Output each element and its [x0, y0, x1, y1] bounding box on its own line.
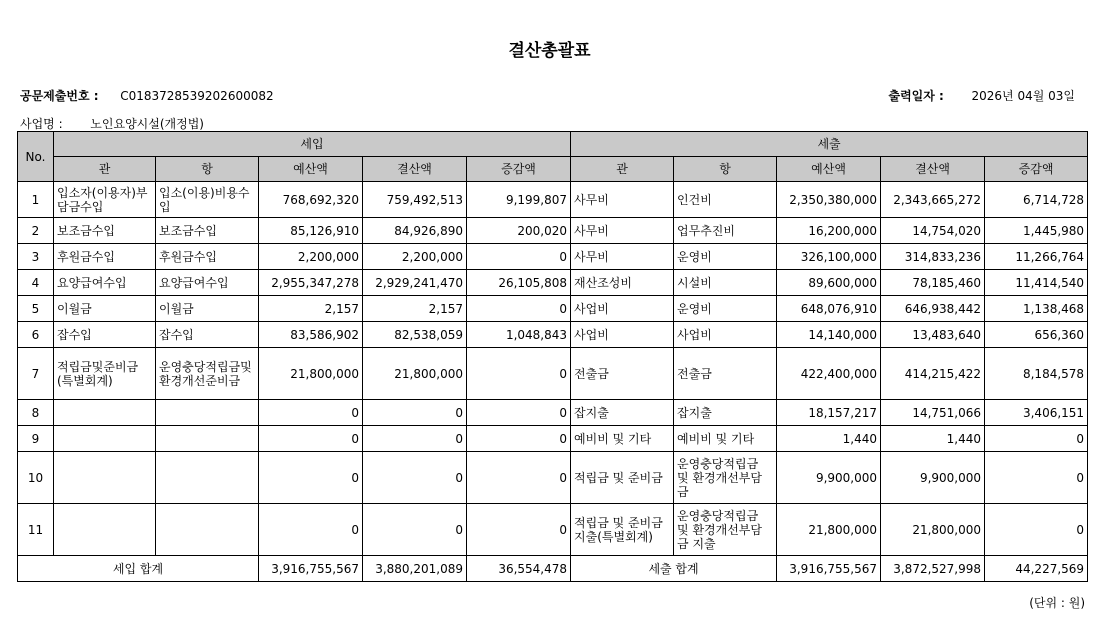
expense-settled-cell: 14,751,066: [881, 400, 985, 426]
doc-number-line: [20, 87, 274, 104]
income-budget-cell: 21,800,000: [259, 348, 363, 400]
income-hang-cell: 입소(이용)비용수입: [156, 182, 259, 218]
income-budget-cell: 0: [259, 400, 363, 426]
expense-hang-cell: 시설비: [674, 270, 777, 296]
income-budget-cell: 0: [259, 452, 363, 504]
expense-budget-cell: 2,350,380,000: [777, 182, 881, 218]
expense-total-label: 세출 합계: [571, 556, 777, 582]
print-date-line: [889, 87, 1076, 104]
header-income-budget: 예산액: [259, 157, 363, 182]
expense-gwan-cell: 사업비: [571, 296, 674, 322]
expense-total-diff: 44,227,569: [985, 556, 1088, 582]
income-settled-cell: 0: [363, 426, 467, 452]
expense-hang-cell: 전출금: [674, 348, 777, 400]
income-diff-cell: 0: [467, 244, 571, 270]
expense-budget-cell: 9,900,000: [777, 452, 881, 504]
income-diff-cell: 1,048,843: [467, 322, 571, 348]
expense-budget-cell: 648,076,910: [777, 296, 881, 322]
expense-settled-cell: 1,440: [881, 426, 985, 452]
expense-gwan-cell: 사무비: [571, 244, 674, 270]
income-diff-cell: 200,020: [467, 218, 571, 244]
expense-diff-cell: 0: [985, 452, 1088, 504]
doc-number-label: 공문제출번호 :: [20, 89, 99, 103]
income-diff-cell: 0: [467, 348, 571, 400]
expense-diff-cell: 3,406,151: [985, 400, 1088, 426]
expense-diff-cell: 1,138,468: [985, 296, 1088, 322]
income-settled-cell: 0: [363, 452, 467, 504]
income-gwan-cell: 이월금: [54, 296, 156, 322]
table-row: [18, 182, 1088, 218]
income-budget-cell: 83,586,902: [259, 322, 363, 348]
row-number-cell: 2: [18, 218, 54, 244]
row-number-cell: 5: [18, 296, 54, 322]
table-row: [18, 452, 1088, 504]
expense-gwan-cell: 사무비: [571, 218, 674, 244]
income-gwan-cell: 잡수입: [54, 322, 156, 348]
expense-diff-cell: 0: [985, 426, 1088, 452]
expense-hang-cell: 예비비 및 기타: [674, 426, 777, 452]
income-budget-cell: 2,955,347,278: [259, 270, 363, 296]
expense-gwan-cell: 사무비: [571, 182, 674, 218]
expense-hang-cell: 운영비: [674, 244, 777, 270]
header-expense-gwan: 관: [571, 157, 674, 182]
table-row: [18, 270, 1088, 296]
expense-settled-cell: 314,833,236: [881, 244, 985, 270]
expense-gwan-cell: 전출금: [571, 348, 674, 400]
income-hang-cell: 이월금: [156, 296, 259, 322]
row-number-cell: 1: [18, 182, 54, 218]
row-number-cell: 9: [18, 426, 54, 452]
expense-hang-cell: 운영비: [674, 296, 777, 322]
income-settled-cell: 84,926,890: [363, 218, 467, 244]
income-hang-cell: 후원금수입: [156, 244, 259, 270]
print-date-value: 2026년 04월 03일: [971, 89, 1075, 103]
expense-settled-cell: 78,185,460: [881, 270, 985, 296]
income-diff-cell: 9,199,807: [467, 182, 571, 218]
expense-diff-cell: 11,266,764: [985, 244, 1088, 270]
income-hang-cell: [156, 426, 259, 452]
income-gwan-cell: [54, 400, 156, 426]
expense-budget-cell: 14,140,000: [777, 322, 881, 348]
income-settled-cell: 82,538,059: [363, 322, 467, 348]
header-income-diff: 증감액: [467, 157, 571, 182]
income-settled-cell: 2,200,000: [363, 244, 467, 270]
income-total-budget: 3,916,755,567: [259, 556, 363, 582]
table-row: [18, 322, 1088, 348]
expense-settled-cell: 13,483,640: [881, 322, 985, 348]
income-settled-cell: 2,157: [363, 296, 467, 322]
income-gwan-cell: 후원금수입: [54, 244, 156, 270]
income-diff-cell: 0: [467, 426, 571, 452]
settlement-summary-table: [17, 131, 1088, 582]
income-budget-cell: 768,692,320: [259, 182, 363, 218]
table-row: [18, 348, 1088, 400]
income-diff-cell: 0: [467, 504, 571, 556]
income-hang-cell: [156, 452, 259, 504]
expense-hang-cell: 잡지출: [674, 400, 777, 426]
expense-budget-cell: 422,400,000: [777, 348, 881, 400]
expense-settled-cell: 646,938,442: [881, 296, 985, 322]
expense-settled-cell: 414,215,422: [881, 348, 985, 400]
expense-diff-cell: 8,184,578: [985, 348, 1088, 400]
row-number-cell: 8: [18, 400, 54, 426]
expense-budget-cell: 18,157,217: [777, 400, 881, 426]
income-budget-cell: 0: [259, 504, 363, 556]
table-row: [18, 218, 1088, 244]
expense-budget-cell: 21,800,000: [777, 504, 881, 556]
header-income-settled: 결산액: [363, 157, 467, 182]
expense-gwan-cell: 사업비: [571, 322, 674, 348]
income-gwan-cell: 입소자(이용자)부담금수입: [54, 182, 156, 218]
expense-budget-cell: 16,200,000: [777, 218, 881, 244]
table-row: [18, 400, 1088, 426]
header-income-hang: 항: [156, 157, 259, 182]
expense-settled-cell: 21,800,000: [881, 504, 985, 556]
header-expense: 세출: [571, 132, 1088, 157]
table-row: [18, 244, 1088, 270]
income-hang-cell: 요양급여수입: [156, 270, 259, 296]
expense-gwan-cell: 적립금 및 준비금 지출(특별회계): [571, 504, 674, 556]
header-expense-budget: 예산액: [777, 157, 881, 182]
print-date-label: 출력일자 :: [888, 89, 944, 103]
income-budget-cell: 85,126,910: [259, 218, 363, 244]
income-hang-cell: [156, 400, 259, 426]
income-hang-cell: [156, 504, 259, 556]
income-gwan-cell: [54, 452, 156, 504]
expense-diff-cell: 11,414,540: [985, 270, 1088, 296]
header-income: 세입: [54, 132, 571, 157]
expense-hang-cell: 업무추진비: [674, 218, 777, 244]
income-gwan-cell: 요양급여수입: [54, 270, 156, 296]
business-label: 사업명 :: [20, 117, 63, 131]
table-row: [18, 426, 1088, 452]
expense-total-budget: 3,916,755,567: [777, 556, 881, 582]
page-title: 결산총괄표: [508, 41, 591, 61]
expense-diff-cell: 6,714,728: [985, 182, 1088, 218]
income-gwan-cell: 적립금및준비금(특별회계): [54, 348, 156, 400]
income-diff-cell: 26,105,808: [467, 270, 571, 296]
expense-gwan-cell: 잡지출: [571, 400, 674, 426]
business-name: 노인요양시설(개정법): [90, 117, 204, 131]
expense-diff-cell: 1,445,980: [985, 218, 1088, 244]
expense-total-settled: 3,872,527,998: [881, 556, 985, 582]
expense-hang-cell: 인건비: [674, 182, 777, 218]
expense-hang-cell: 운영충당적립금 및 환경개선부담금: [674, 452, 777, 504]
totals-row: [18, 556, 1088, 582]
expense-settled-cell: 2,343,665,272: [881, 182, 985, 218]
header-expense-diff: 증감액: [985, 157, 1088, 182]
table-row: [18, 504, 1088, 556]
income-settled-cell: 0: [363, 504, 467, 556]
expense-gwan-cell: 재산조성비: [571, 270, 674, 296]
expense-settled-cell: 14,754,020: [881, 218, 985, 244]
business-line: [20, 115, 204, 132]
income-total-label: 세입 합계: [18, 556, 259, 582]
row-number-cell: 7: [18, 348, 54, 400]
income-budget-cell: 0: [259, 426, 363, 452]
income-settled-cell: 21,800,000: [363, 348, 467, 400]
expense-gwan-cell: 적립금 및 준비금: [571, 452, 674, 504]
expense-hang-cell: 운영충당적립금 및 환경개선부담금 지출: [674, 504, 777, 556]
expense-budget-cell: 89,600,000: [777, 270, 881, 296]
table-row: [18, 296, 1088, 322]
expense-settled-cell: 9,900,000: [881, 452, 985, 504]
doc-number-value: C0183728539202600082: [120, 89, 274, 103]
income-diff-cell: 0: [467, 400, 571, 426]
income-settled-cell: 759,492,513: [363, 182, 467, 218]
row-number-cell: 10: [18, 452, 54, 504]
income-budget-cell: 2,200,000: [259, 244, 363, 270]
income-budget-cell: 2,157: [259, 296, 363, 322]
income-total-settled: 3,880,201,089: [363, 556, 467, 582]
income-diff-cell: 0: [467, 296, 571, 322]
income-gwan-cell: [54, 426, 156, 452]
header-expense-settled: 결산액: [881, 157, 985, 182]
income-total-diff: 36,554,478: [467, 556, 571, 582]
expense-hang-cell: 사업비: [674, 322, 777, 348]
income-hang-cell: 잡수입: [156, 322, 259, 348]
income-hang-cell: 보조금수입: [156, 218, 259, 244]
income-settled-cell: 2,929,241,470: [363, 270, 467, 296]
income-hang-cell: 운영충당적립금및환경개선준비금: [156, 348, 259, 400]
row-number-cell: 3: [18, 244, 54, 270]
expense-gwan-cell: 예비비 및 기타: [571, 426, 674, 452]
row-number-cell: 6: [18, 322, 54, 348]
income-gwan-cell: [54, 504, 156, 556]
header-income-gwan: 관: [54, 157, 156, 182]
income-gwan-cell: 보조금수입: [54, 218, 156, 244]
income-settled-cell: 0: [363, 400, 467, 426]
income-diff-cell: 0: [467, 452, 571, 504]
expense-budget-cell: 326,100,000: [777, 244, 881, 270]
expense-budget-cell: 1,440: [777, 426, 881, 452]
header-expense-hang: 항: [674, 157, 777, 182]
expense-diff-cell: 0: [985, 504, 1088, 556]
unit-note: (단위 : 원): [1029, 596, 1085, 610]
row-number-cell: 11: [18, 504, 54, 556]
expense-diff-cell: 656,360: [985, 322, 1088, 348]
row-number-cell: 4: [18, 270, 54, 296]
header-no: No.: [18, 132, 54, 182]
